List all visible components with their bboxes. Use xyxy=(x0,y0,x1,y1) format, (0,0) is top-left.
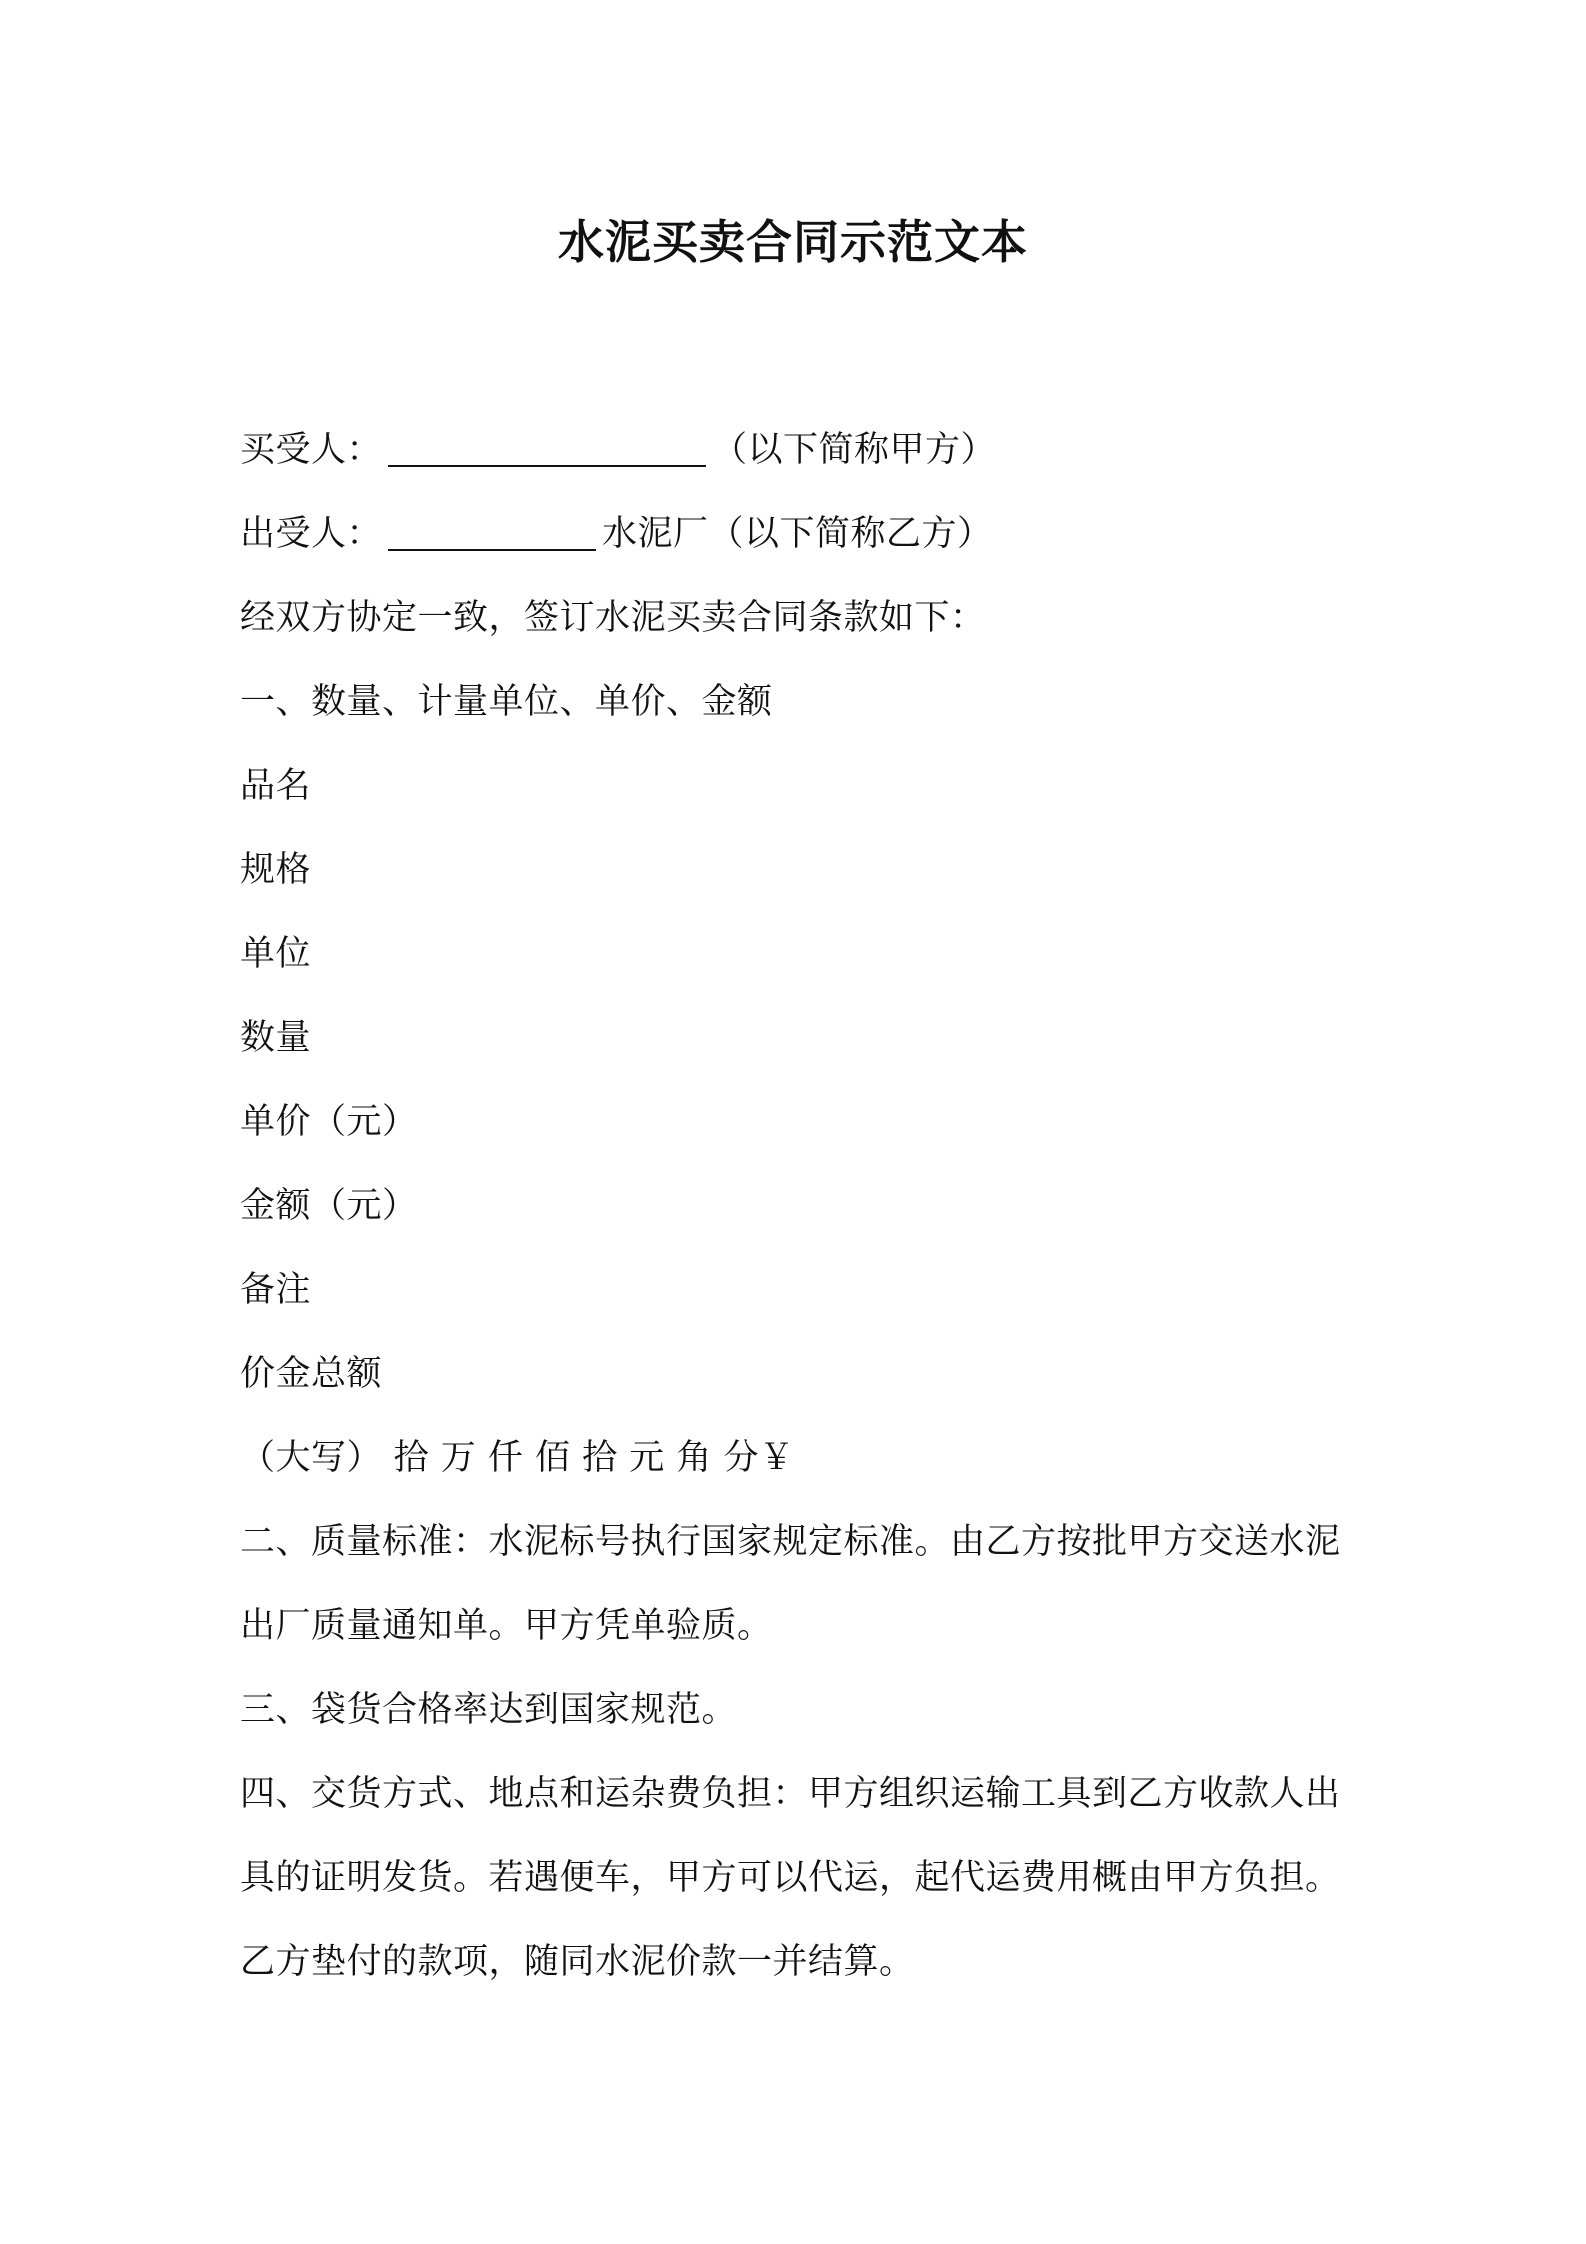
field-specification: 规格 xyxy=(240,850,312,890)
contract-body xyxy=(240,408,1360,2004)
field-total: 价金总额 xyxy=(240,1354,383,1394)
seller-label: 出受人： xyxy=(240,514,383,554)
field-remarks: 备注 xyxy=(240,1270,312,1310)
buyer-line xyxy=(240,408,1360,492)
amount-in-words: （大写） 拾 万 仟 佰 拾 元 角 分￥ xyxy=(240,1438,795,1478)
section3-paragraph: 三、袋货合格率达到国家规范。 xyxy=(240,1690,738,1730)
section4-paragraph: 四、交货方式、地点和运杂费负担：甲方组织运输工具到乙方收款人出具的证明发货。若遇便车，甲方可以代运，起代运费用概由甲方负担。乙方垫付的款项，随同水泥价款一并结算。 xyxy=(240,1774,1341,1982)
section1-heading: 一、数量、计量单位、单价、金额 xyxy=(240,682,773,722)
field-unit: 单位 xyxy=(240,934,312,974)
buyer-blank xyxy=(388,427,706,467)
field-quantity: 数量 xyxy=(240,1018,312,1058)
buyer-suffix: （以下简称甲方） xyxy=(712,430,997,470)
seller-suffix: 水泥厂（以下简称乙方） xyxy=(602,514,993,554)
buyer-label: 买受人： xyxy=(240,430,383,470)
field-unit-price: 单价（元） xyxy=(240,1102,418,1142)
field-product-name: 品名 xyxy=(240,766,312,806)
section2-paragraph: 二、质量标准：水泥标号执行国家规定标准。由乙方按批甲方交送水泥出厂质量通知单。甲方凭单验质。 xyxy=(240,1522,1341,1646)
intro-line: 经双方协定一致，签订水泥买卖合同条款如下： xyxy=(240,598,986,638)
seller-line xyxy=(240,492,1360,576)
field-amount: 金额（元） xyxy=(240,1186,418,1226)
seller-blank xyxy=(388,511,596,551)
document-title: 水泥买卖合同示范文本 xyxy=(558,215,1028,269)
